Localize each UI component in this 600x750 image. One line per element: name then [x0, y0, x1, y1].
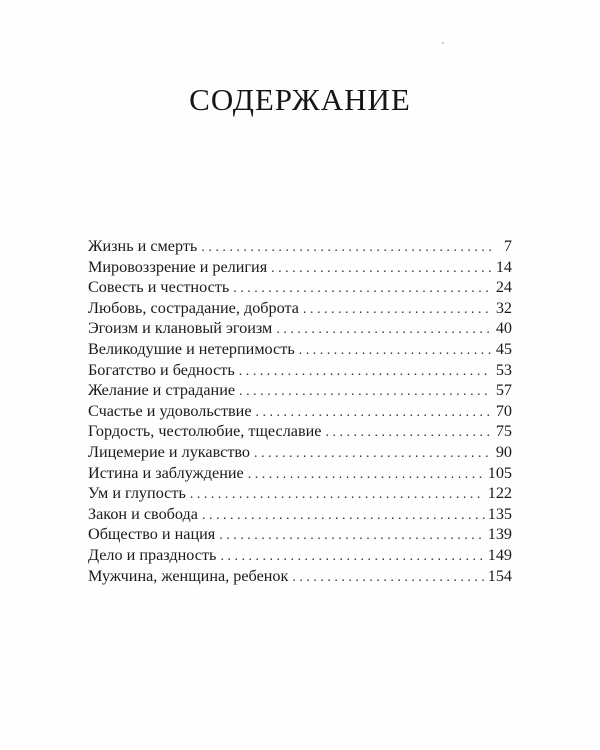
- toc-entry: [88, 339, 512, 360]
- toc-entry-label: Великодушие и нетерпимость: [88, 339, 295, 358]
- toc-entry-label: Желание и страдание: [88, 381, 236, 400]
- dot-leader: [220, 547, 484, 568]
- toc-entry-label: Мужчина, женщина, ребенок: [88, 566, 289, 585]
- dot-leader: [233, 279, 491, 300]
- toc-entry-page-number: 122: [487, 484, 512, 503]
- dot-leader: [248, 465, 485, 486]
- toc-entry: [88, 483, 512, 504]
- toc-entry-page-number: 57: [495, 381, 512, 400]
- dot-leader: [202, 506, 485, 527]
- toc-entry-page-number: 70: [495, 401, 512, 420]
- toc-entry-label: Мировоззрение и религия: [88, 257, 268, 276]
- toc-entry-label: Истина и заблуждение: [88, 463, 244, 482]
- toc-entry: [88, 380, 512, 401]
- toc-entry-label: Закон и свобода: [88, 504, 198, 523]
- toc-entry-label: Жизнь и смерть: [88, 237, 198, 255]
- toc-entry: [88, 421, 512, 442]
- dot-leader: [201, 238, 491, 259]
- dot-leader: [239, 362, 491, 383]
- page-title: СОДЕРЖАНИЕ: [189, 82, 411, 117]
- toc-entry-page-number: 45: [495, 339, 512, 358]
- toc-entry: [88, 442, 512, 463]
- toc-entry: [88, 463, 512, 484]
- toc-entry-page-number: 40: [495, 319, 512, 338]
- toc-entry-page-number: 90: [495, 442, 512, 461]
- toc-entry: [88, 298, 512, 319]
- dot-leader: [190, 485, 485, 506]
- toc-entry: [88, 318, 512, 339]
- dot-leader: [219, 526, 484, 547]
- toc-entry-page-number: 149: [487, 545, 512, 564]
- toc-entry-label: Ум и глупость: [88, 484, 186, 503]
- dot-leader: [271, 259, 491, 280]
- toc-entry: [88, 257, 512, 278]
- toc-entry-page-number: 105: [487, 463, 512, 482]
- dot-leader: [325, 423, 491, 444]
- paper-speck: [442, 42, 444, 44]
- toc-entry: [88, 566, 512, 587]
- toc-entry-page-number: 154: [487, 566, 512, 585]
- toc-entry: [88, 360, 512, 381]
- toc-entry: [88, 277, 512, 298]
- toc-entry-label: Эгоизм и клановый эгоизм: [88, 319, 273, 338]
- toc-entry-label: Богатство и бедность: [88, 360, 235, 379]
- toc-entry-label: Совесть и честность: [88, 278, 230, 297]
- toc-entry: [88, 401, 512, 422]
- toc-entry-label: Любовь, сострадание, доброта: [88, 298, 299, 317]
- toc-entry-page-number: 14: [495, 257, 512, 276]
- toc-entry-page-number: 32: [495, 298, 512, 317]
- toc-entry-label: Дело и праздность: [88, 545, 217, 564]
- toc-entry-page-number: 53: [495, 360, 512, 379]
- toc-entry-page-number: 7: [503, 237, 512, 255]
- dot-leader: [239, 382, 491, 403]
- toc-entry-page-number: 135: [487, 504, 512, 523]
- toc-entry-label: Лицемерие и лукавство: [88, 442, 251, 461]
- toc-entry-page-number: 24: [495, 278, 512, 297]
- dot-leader: [254, 444, 491, 465]
- dot-leader: [292, 568, 484, 589]
- toc-entry-label: Счастье и удовольствие: [88, 401, 252, 420]
- dot-leader: [303, 300, 491, 321]
- dot-leader: [256, 403, 491, 424]
- toc-entry-page-number: 75: [495, 422, 512, 441]
- toc-entry: [88, 545, 512, 566]
- dot-leader: [299, 341, 491, 362]
- toc-entry-page-number: 139: [487, 525, 512, 544]
- table-of-contents: [88, 236, 512, 586]
- toc-entry: [88, 504, 512, 525]
- toc-entry-label: Гордость, честолюбие, тщеславие: [88, 422, 322, 441]
- dot-leader: [276, 320, 491, 341]
- toc-entry-label: Общество и нация: [88, 525, 216, 544]
- toc-entry: [88, 524, 512, 545]
- toc-entry: [88, 236, 512, 257]
